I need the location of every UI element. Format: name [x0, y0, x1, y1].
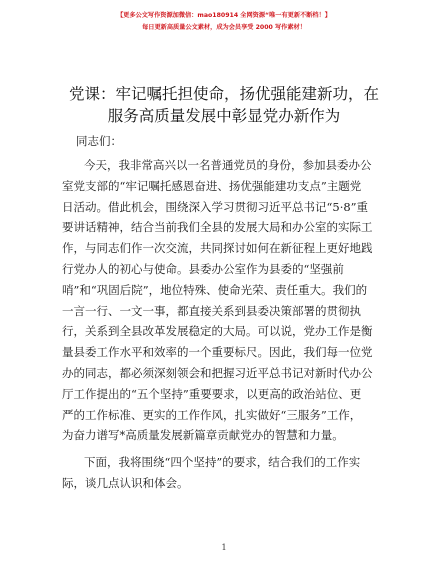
paragraph-line: 日活动。借此机会，围绕深入学习贯彻习近平总书记“5·8”重: [62, 199, 369, 214]
paragraph-line: 量县委工作水平和效率的一个重要标尺。因此，我们每一位党: [62, 345, 373, 360]
paragraph-line: 哨”和“巩固后院”，地位特殊、使命光荣、责任重大。我们的: [62, 282, 368, 297]
document-title-line-2: 服务高质量发展中彰显党办新作为: [107, 107, 341, 125]
paragraph-line: 今天，我非常高兴以一名普通党员的身份，参加县委办公: [84, 158, 372, 172]
paragraph-line: 厅工作提出的“五个坚持”重要要求，以更高的政治站位、更: [62, 386, 362, 401]
paragraph-line: 一言一行、一文一事，都直接关系到县委决策部署的贯彻执: [62, 303, 361, 318]
paragraph-line: 要讲话精神，结合当前我们全县的发展大局和办公室的实际工: [62, 220, 373, 235]
paragraph-line: 行党办人的初心与使命。县委办公室作为县委的“坚强前: [62, 262, 344, 276]
paragraph-line: 作，与同志们作一次交流，共同探讨如何在新征程上更好地践: [62, 241, 373, 256]
paragraph-line: 为奋力谱写*高质量发展新篇章贡献党办的智慧和力量。: [62, 428, 344, 443]
salutation: 同志们：: [76, 134, 122, 148]
paragraph-line: 办的同志，都必须深刻领会和把握习近平总书记对新时代办公: [62, 366, 373, 380]
promo-banner-line-1: 【更多公文写作资源加微信：mao180914 全网资源“唯一有更新不断档！】: [117, 12, 331, 19]
paragraph-line: 际，谈几点认识和体会。: [62, 476, 189, 490]
paragraph-line: 严的工作标准、更实的工作作风，扎实做好“三服务”工作，: [62, 407, 362, 422]
paragraph-line: 行，关系到全县改革发展稳定的大局。可以说，党办工作是衡: [62, 324, 373, 339]
promo-banner-line-2: 每日更新高质量公文素材，成为会员享受 2000 写作素材！: [142, 24, 306, 31]
paragraph-line: 下面，我将围绕“四个坚持”的要求，结合我们的工作实: [84, 455, 361, 470]
document-title-line-1: 党课：牢记嘱托担使命，扬优强能建新功，在: [68, 85, 379, 103]
page-number: 1: [221, 543, 227, 552]
paragraph-line: 室党支部的“牢记嘱托感恩奋进、扬优强能建功支点”主题党: [62, 178, 362, 193]
